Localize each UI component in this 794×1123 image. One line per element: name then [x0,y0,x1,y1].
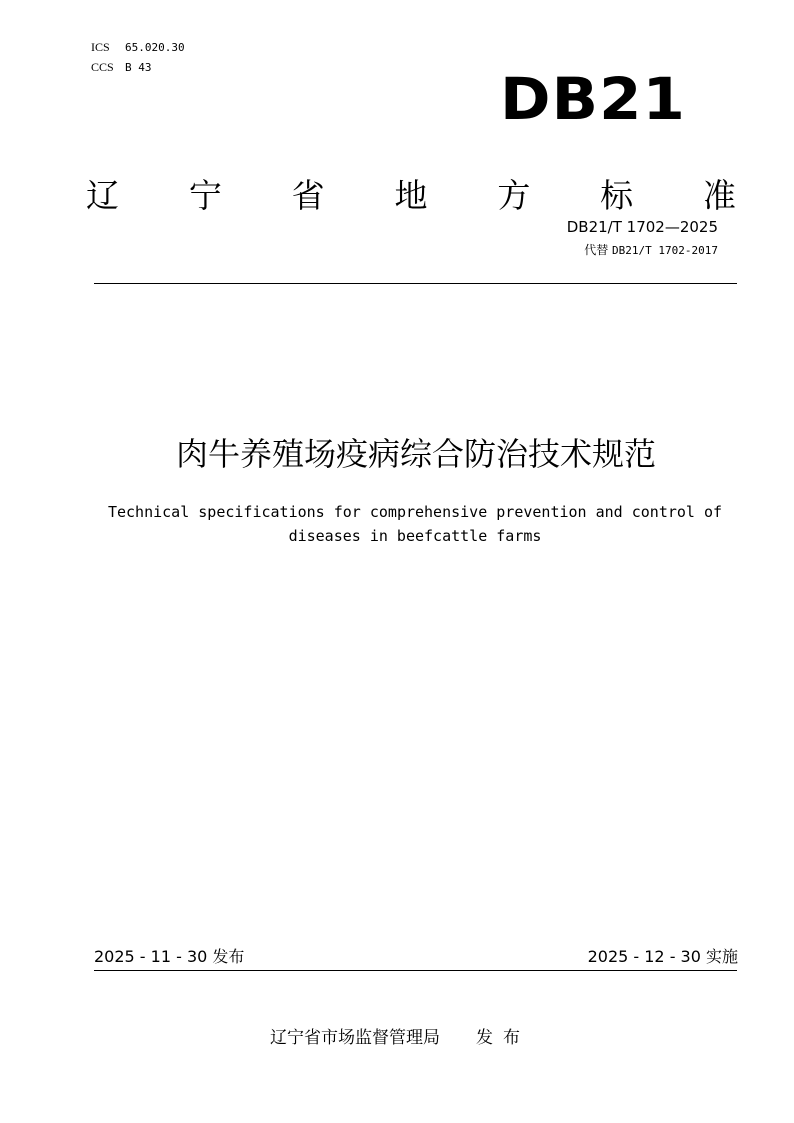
replaces-number: DB21/T 1702-2017 [612,244,718,257]
standard-category-heading [86,172,736,220]
heading-char: 标 [600,176,634,215]
ccs-label: CCS [91,60,114,74]
implement-date: 2025 - 12 - 30 实施 [587,947,738,966]
document-title-en [90,500,740,548]
db21-logo: DB21 [500,65,686,133]
top-divider [94,283,737,284]
ics-label: ICS [91,40,110,54]
heading-char: 省 [291,176,325,215]
replaces-line [584,242,718,259]
heading-char: 方 [497,176,531,215]
ccs-value: B 43 [125,61,152,74]
ccs-row [91,60,152,75]
document-title-cn: 肉牛养殖场疫病综合防治技术规范 [175,435,656,473]
bottom-divider [94,970,737,971]
standard-number: DB21/T 1702—2025 [566,218,718,236]
publisher-name: 辽宁省市场监督管理局 [270,1028,440,1048]
heading-char: 宁 [188,176,222,215]
heading-char: 地 [394,176,428,215]
heading-char: 准 [702,176,736,215]
publish-action: 发布 [476,1028,530,1048]
replaces-prefix: 代替 [584,243,609,257]
ics-row [91,40,185,55]
publisher-line [270,1026,530,1050]
heading-char: 辽 [86,176,119,215]
title-en-line-1: Technical specifications for comprehensive prevention and control of [107,503,723,521]
issue-date: 2025 - 11 - 30 发布 [94,947,245,966]
ics-value: 65.020.30 [125,41,185,54]
title-en-line-2: diseases in beefcattle farms [288,527,542,545]
